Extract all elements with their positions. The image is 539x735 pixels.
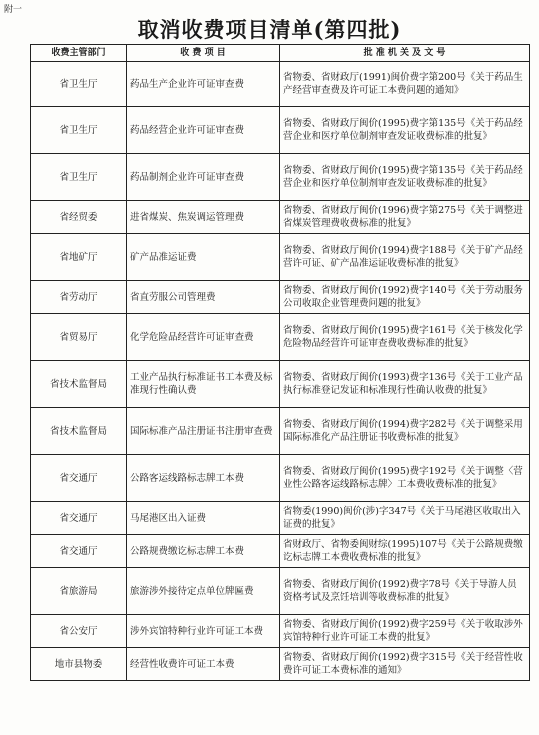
doc-cell: 省物委、省财政厅闽价(1992)费字315号《关于经营性收费许可证工本费标准的通知》 xyxy=(280,648,530,681)
item-cell: 药品制剂企业许可证审查费 xyxy=(127,154,280,201)
table-row xyxy=(31,408,530,455)
dept-cell: 省地矿厅 xyxy=(31,234,127,281)
attachment-label: 附一 xyxy=(4,5,23,15)
item-cell: 工业产品执行标准证书工本费及标准现行性确认费 xyxy=(127,361,280,408)
header-item: 收 费 项 目 xyxy=(127,45,280,62)
item-cell: 省直劳服公司管理费 xyxy=(127,281,280,314)
doc-cell: 省物委、省财政厅(1991)闽价费字第200号《关于药品生产经营审查费及许可证工本费问题的通知》 xyxy=(280,62,530,107)
table-row xyxy=(31,455,530,502)
doc-cell: 省物委、省财政厅闽价(1994)费字188号《关于矿产品经营许可证、矿产品准运证收费标准的批复》 xyxy=(280,234,530,281)
dept-cell: 省旅游局 xyxy=(31,568,127,615)
doc-cell: 省物委、省财政厅闽价(1996)费字第275号《关于调整进省煤炭管理费收费标准的批复》 xyxy=(280,201,530,234)
table-row xyxy=(31,154,530,201)
table-row xyxy=(31,502,530,535)
doc-cell: 省物委(1990)闽价(涉)字347号《关于马尾港区收取出入证费的批复》 xyxy=(280,502,530,535)
dept-cell: 省公安厅 xyxy=(31,615,127,648)
item-cell: 药品生产企业许可证审查费 xyxy=(127,62,280,107)
item-cell: 公路规费缴讫标志牌工本费 xyxy=(127,535,280,568)
table-row xyxy=(31,361,530,408)
header-dept: 收费主管部门 xyxy=(31,45,127,62)
table-row xyxy=(31,648,530,681)
doc-cell: 省物委、省财政厅闽价(1995)费字192号《关于调整〈营业性公路客运线路标志牌〉工本费收费标准的批复》 xyxy=(280,455,530,502)
item-cell: 经营性收费许可证工本费 xyxy=(127,648,280,681)
doc-cell: 省物委、省财政厅闽价(1995)费字第135号《关于药品经营企业和医疗单位制剂审查发证收费标准的批复》 xyxy=(280,107,530,154)
fee-items-table xyxy=(30,44,530,681)
item-cell: 药品经营企业许可证审查费 xyxy=(127,107,280,154)
dept-cell: 省贸易厅 xyxy=(31,314,127,361)
table-row xyxy=(31,281,530,314)
item-cell: 矿产品准运证费 xyxy=(127,234,280,281)
dept-cell: 省技术监督局 xyxy=(31,408,127,455)
dept-cell: 省卫生厅 xyxy=(31,62,127,107)
doc-cell: 省物委、省财政厅闽价(1995)费字第135号《关于药品经营企业和医疗单位制剂审查发证收费标准的批复》 xyxy=(280,154,530,201)
table-row xyxy=(31,568,530,615)
dept-cell: 省技术监督局 xyxy=(31,361,127,408)
table-header-row xyxy=(31,45,530,62)
table-row xyxy=(31,107,530,154)
dept-cell: 省交通厅 xyxy=(31,535,127,568)
item-cell: 化学危险品经营许可证审查费 xyxy=(127,314,280,361)
doc-cell: 省物委、省财政厅闽价(1994)费字282号《关于调整采用国际标准化产品注册证书收费标准的批复》 xyxy=(280,408,530,455)
table-row xyxy=(31,201,530,234)
dept-cell: 省劳动厅 xyxy=(31,281,127,314)
dept-cell: 省交通厅 xyxy=(31,502,127,535)
dept-cell: 地市县物委 xyxy=(31,648,127,681)
doc-cell: 省物委、省财政厅闽价(1993)费字136号《关于工业产品执行标准登记发证和标准现行性确认收费的批复》 xyxy=(280,361,530,408)
dept-cell: 省卫生厅 xyxy=(31,154,127,201)
table-row xyxy=(31,535,530,568)
item-cell: 公路客运线路标志牌工本费 xyxy=(127,455,280,502)
table-row xyxy=(31,234,530,281)
dept-cell: 省交通厅 xyxy=(31,455,127,502)
dept-cell: 省卫生厅 xyxy=(31,107,127,154)
dept-cell: 省经贸委 xyxy=(31,201,127,234)
table-row xyxy=(31,314,530,361)
doc-cell: 省物委、省财政厅闽价(1992)费字259号《关于收取涉外宾馆特种行业许可证工本费的批复》 xyxy=(280,615,530,648)
table-row xyxy=(31,615,530,648)
table-row xyxy=(31,62,530,107)
doc-cell: 省物委、省财政厅闽价(1995)费字161号《关于核发化学危险物品经营许可证审查费收费标准的批复》 xyxy=(280,314,530,361)
item-cell: 马尾港区出入证费 xyxy=(127,502,280,535)
header-doc: 批 准 机 关 及 文 号 xyxy=(280,45,530,62)
item-cell: 进省煤炭、焦炭调运管理费 xyxy=(127,201,280,234)
doc-cell: 省财政厅、省物委闽财综(1995)107号《关于公路规费缴讫标志牌工本费收费标准的批复》 xyxy=(280,535,530,568)
item-cell: 国际标准产品注册证书注册审查费 xyxy=(127,408,280,455)
doc-cell: 省物委、省财政厅闽价(1992)费字140号《关于劳动服务公司收取企业管理费问题的批复》 xyxy=(280,281,530,314)
doc-cell: 省物委、省财政厅闽价(1992)费字78号《关于导游人员资格考试及烹饪培训等收费标准的批复》 xyxy=(280,568,530,615)
item-cell: 旅游涉外接待定点单位牌匾费 xyxy=(127,568,280,615)
item-cell: 涉外宾馆特种行业许可证工本费 xyxy=(127,615,280,648)
page-title: 取消收费项目清单(第四批) xyxy=(137,17,402,42)
